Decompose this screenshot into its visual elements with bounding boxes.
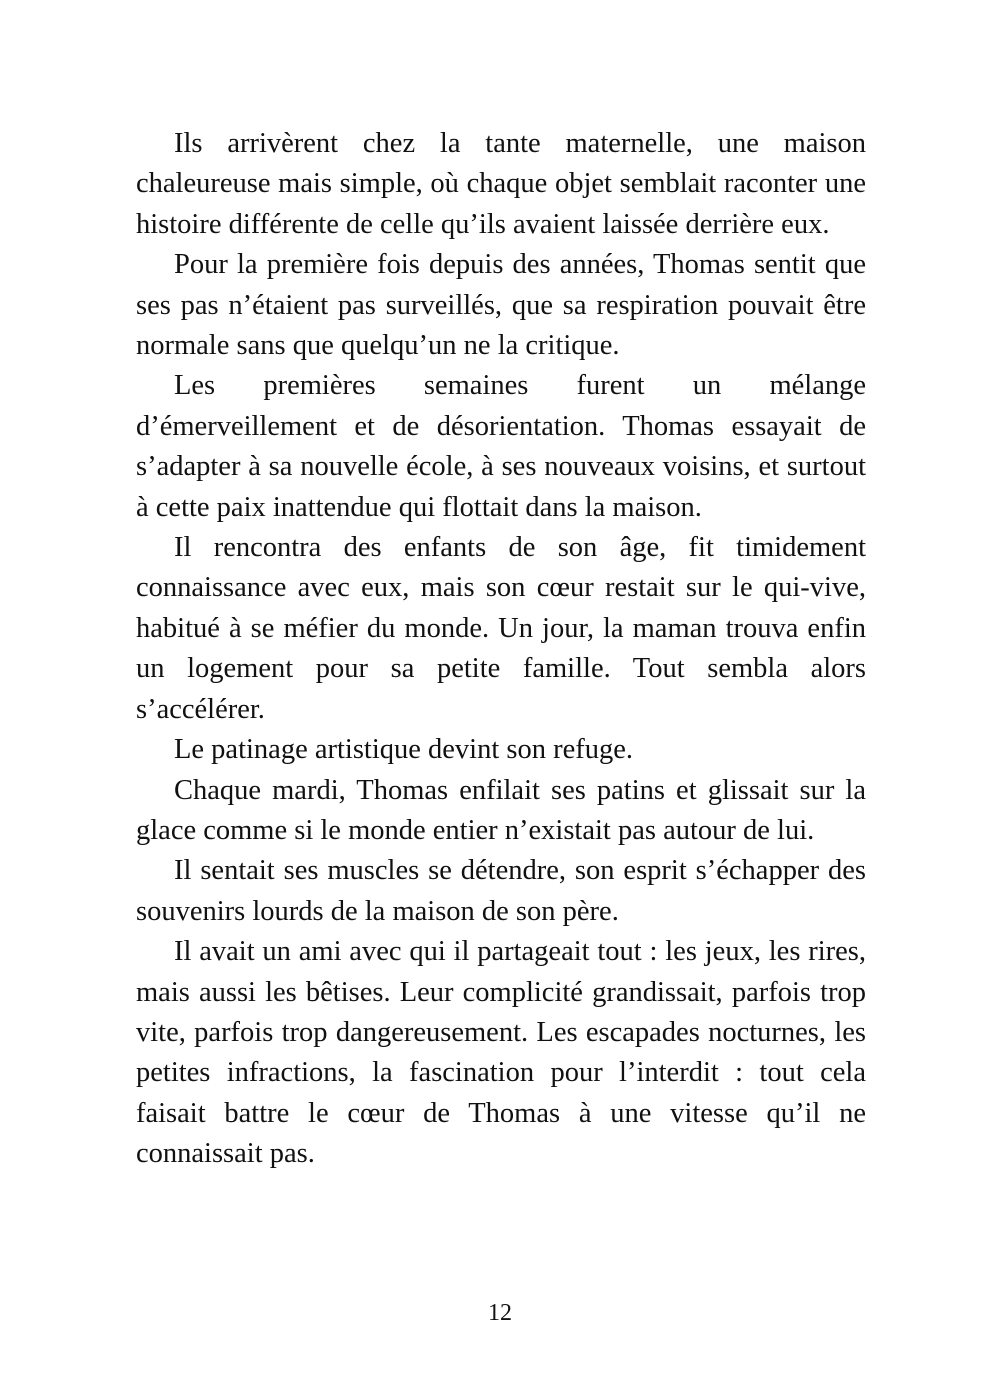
page-number: 12 — [488, 1300, 512, 1326]
body-text — [136, 124, 866, 1175]
paragraph: Chaque mardi, Thomas enfilait ses patins et glissait sur la glace comme si le monde entier n’existait pas autour de lui. — [136, 774, 866, 846]
paragraph: Il rencontra des enfants de son âge, fit timidement connaissance avec eux, mais son cœur restait sur le qui-vive, habitué à se méfier du monde. Un jour, la maman trouva enfin un logement pour sa petite famille. Tout sembla alors s’accélérer. — [136, 532, 866, 725]
paragraph: Le patinage artistique devint son refuge. — [174, 734, 634, 766]
paragraph: Il sentait ses muscles se détendre, son esprit s’échapper des souvenirs lourds de la maison de son père. — [136, 855, 866, 927]
paragraph: Ils arrivèrent chez la tante maternelle, une maison chaleureuse mais simple, où chaque objet semblait raconter une histoire différente de celle qu’ils avaient laissée derrière eux. — [136, 128, 866, 240]
paragraph: Il avait un ami avec qui il partageait tout : les jeux, les rires, mais aussi les bêtises. Leur complicité grandissait, parfois trop vite, parfois trop dangereusement. Les escapades nocturnes, les petites infractions, la fascination pour l’interdit : tout cela faisait battre le cœur de Thomas à une vitesse qu’il ne connaissait pas. — [136, 936, 866, 1170]
paragraph: Les premières semaines furent un mélange d’émerveillement et de désorientation. Thomas essayait de s’adapter à sa nouvelle école, à ses nouveaux voisins, et surtout à cette paix inattendue qui flottait dans la maison. — [136, 370, 866, 523]
paragraph: Pour la première fois depuis des années, Thomas sentit que ses pas n’étaient pas surveillés, que sa respiration pouvait être normale sans que quelqu’un ne la critique. — [136, 249, 866, 362]
